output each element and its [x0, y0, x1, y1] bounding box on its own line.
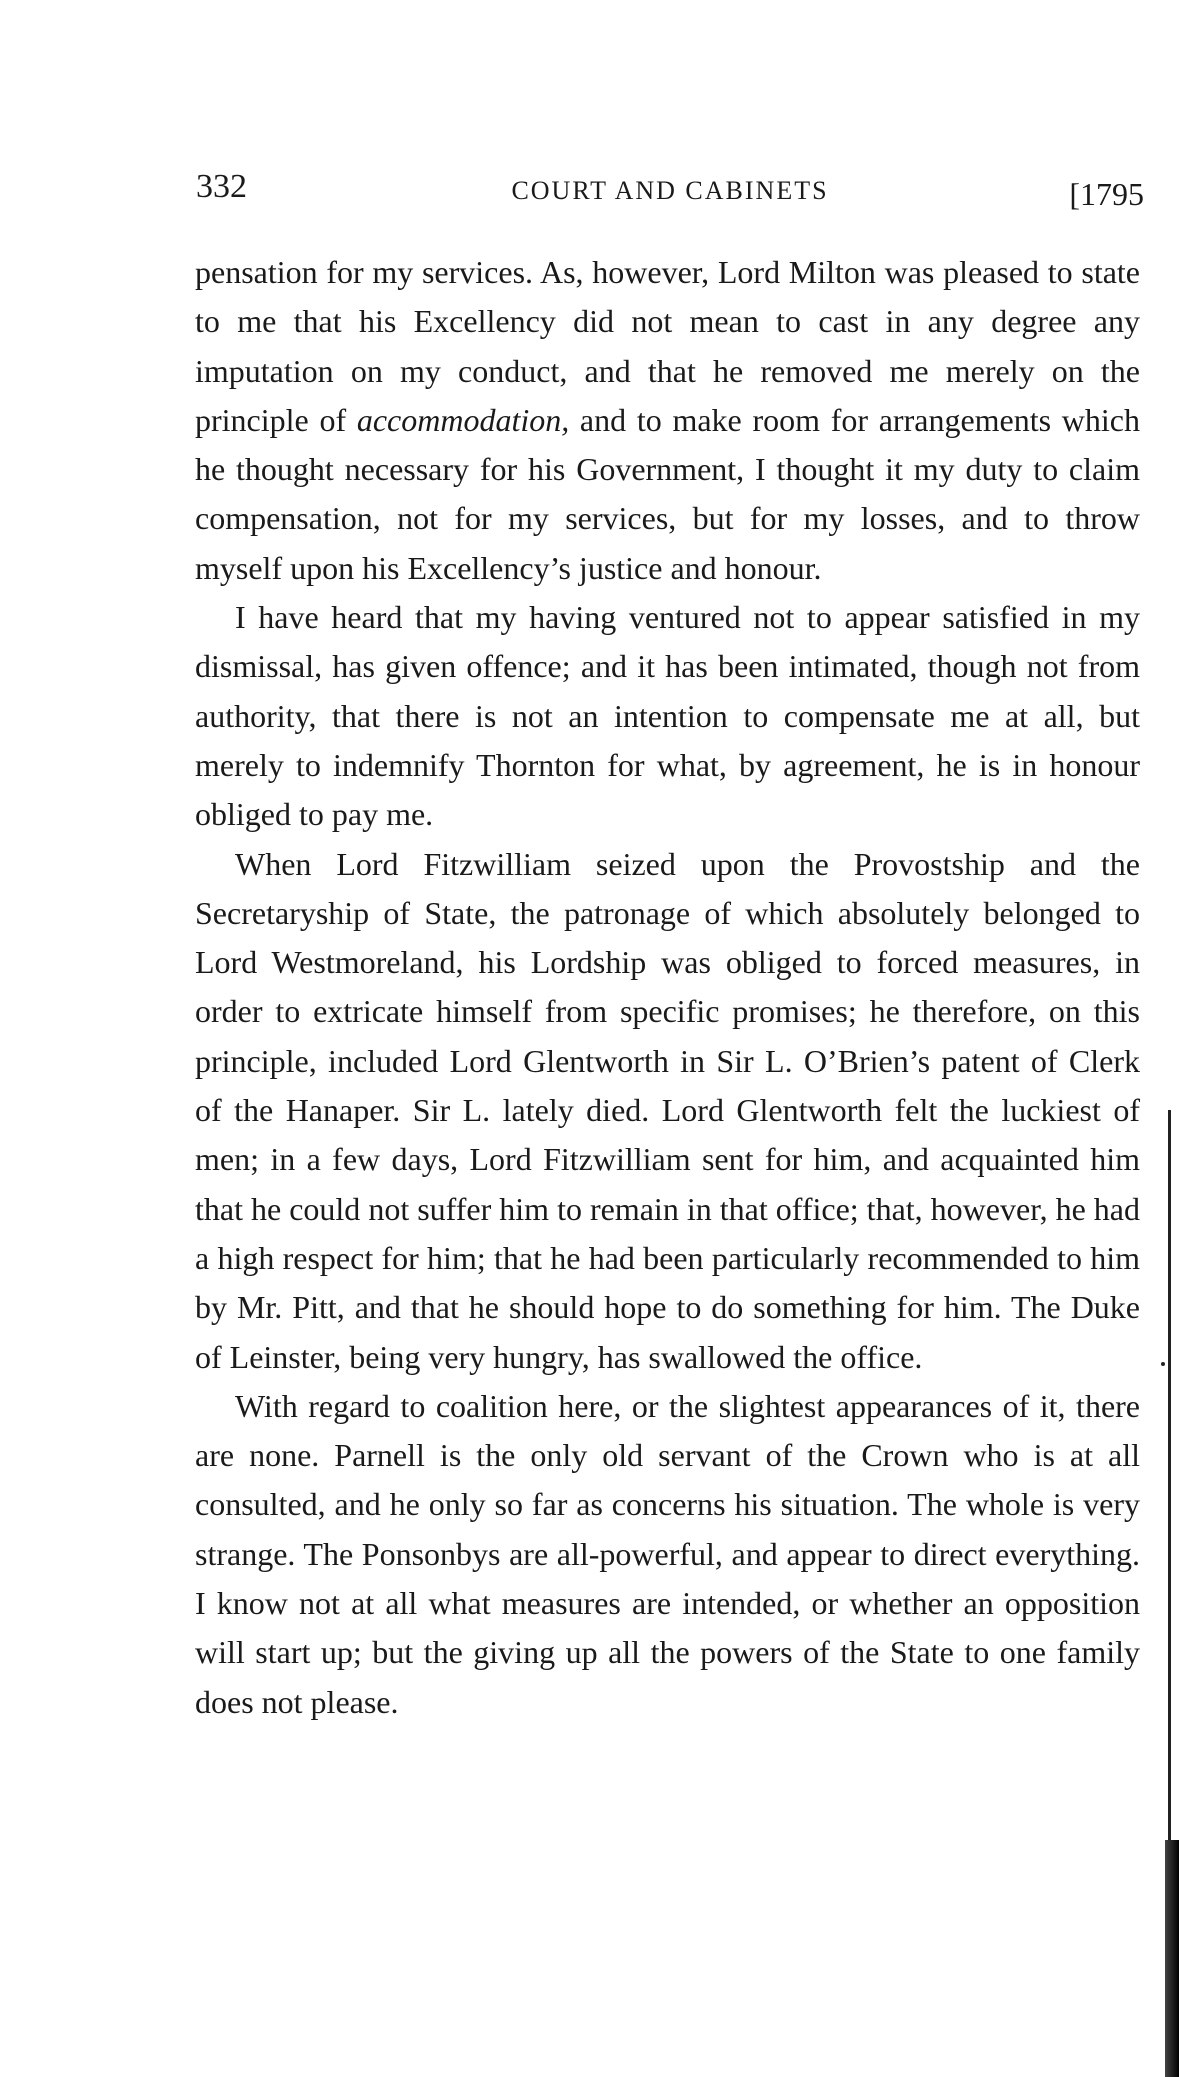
paragraph-2: I have heard that my having ventured not to appear satisfied in my dismissal, has given offence; and it has been intimated, though not from authority, that there is not an intention to compensate me at all, but merely to indemnify Thornton for what, by agreement, he is in honour obliged to pay me.	[195, 599, 1140, 833]
paragraph-1-emphasis: accommodation,	[356, 401, 570, 438]
paragraph-3: When Lord Fitzwilliam seized upon the Provostship and the Secretaryship of State, the patronage of which absolutely belonged to Lord Westmoreland, his Lordship was obliged to forced measures, in order to extricate himself from specific promises; he therefore, on this principle, included Lord Glentworth in Sir L. O’Brien’s patent of Clerk of the Hanaper. Sir L. lately died. Lord Glentworth felt the luckiest of men; in a few days, Lord Fitzwilliam sent for him, and acquainted him that he could not suffer him to remain in that office; that, however, he had a high respect for him; that he had been particularly recommended to him by Mr. Pitt, and that he should hope to do something for him. The Duke of Leinster, being very hungry, has swallowed the office.	[195, 845, 1140, 1375]
ink-speck	[1161, 1362, 1165, 1366]
page-number: 332	[196, 168, 247, 205]
paragraph-1-text-start: pensation for my services. As, however, Lord Milton was pleased to state to me that his Excellency did not mean to cast in any degree any imputation on my conduct, and that he removed me merely on the principle of	[195, 254, 1140, 438]
running-head	[196, 168, 1144, 218]
paragraph-1	[195, 248, 1140, 593]
paragraph-1-text-end: and to make room for arrangements which he thought necessary for his Government, I thought it my duty to claim compensation, not for my services, but for my losses, and to throw myself upon his Excellency’s justice and honour.	[195, 401, 1141, 586]
running-title: COURT AND CABINETS	[511, 176, 829, 205]
running-year: [1795	[1069, 176, 1144, 212]
body-text	[195, 248, 1140, 1727]
paragraph-4: With regard to coalition here, or the slightest appearances of it, there are none. Parnell is the only old servant of the Crown who is at all consulted, and he only so far as concerns his situation. The whole is very strange. The Ponsonbys are all-powerful, and appear to direct everything. I know not at all what measures are intended, or whether an opposition will start up; but the giving up all the powers of the State to one family does not please.	[195, 1387, 1140, 1720]
page-edge-shadow	[1165, 1840, 1179, 2077]
